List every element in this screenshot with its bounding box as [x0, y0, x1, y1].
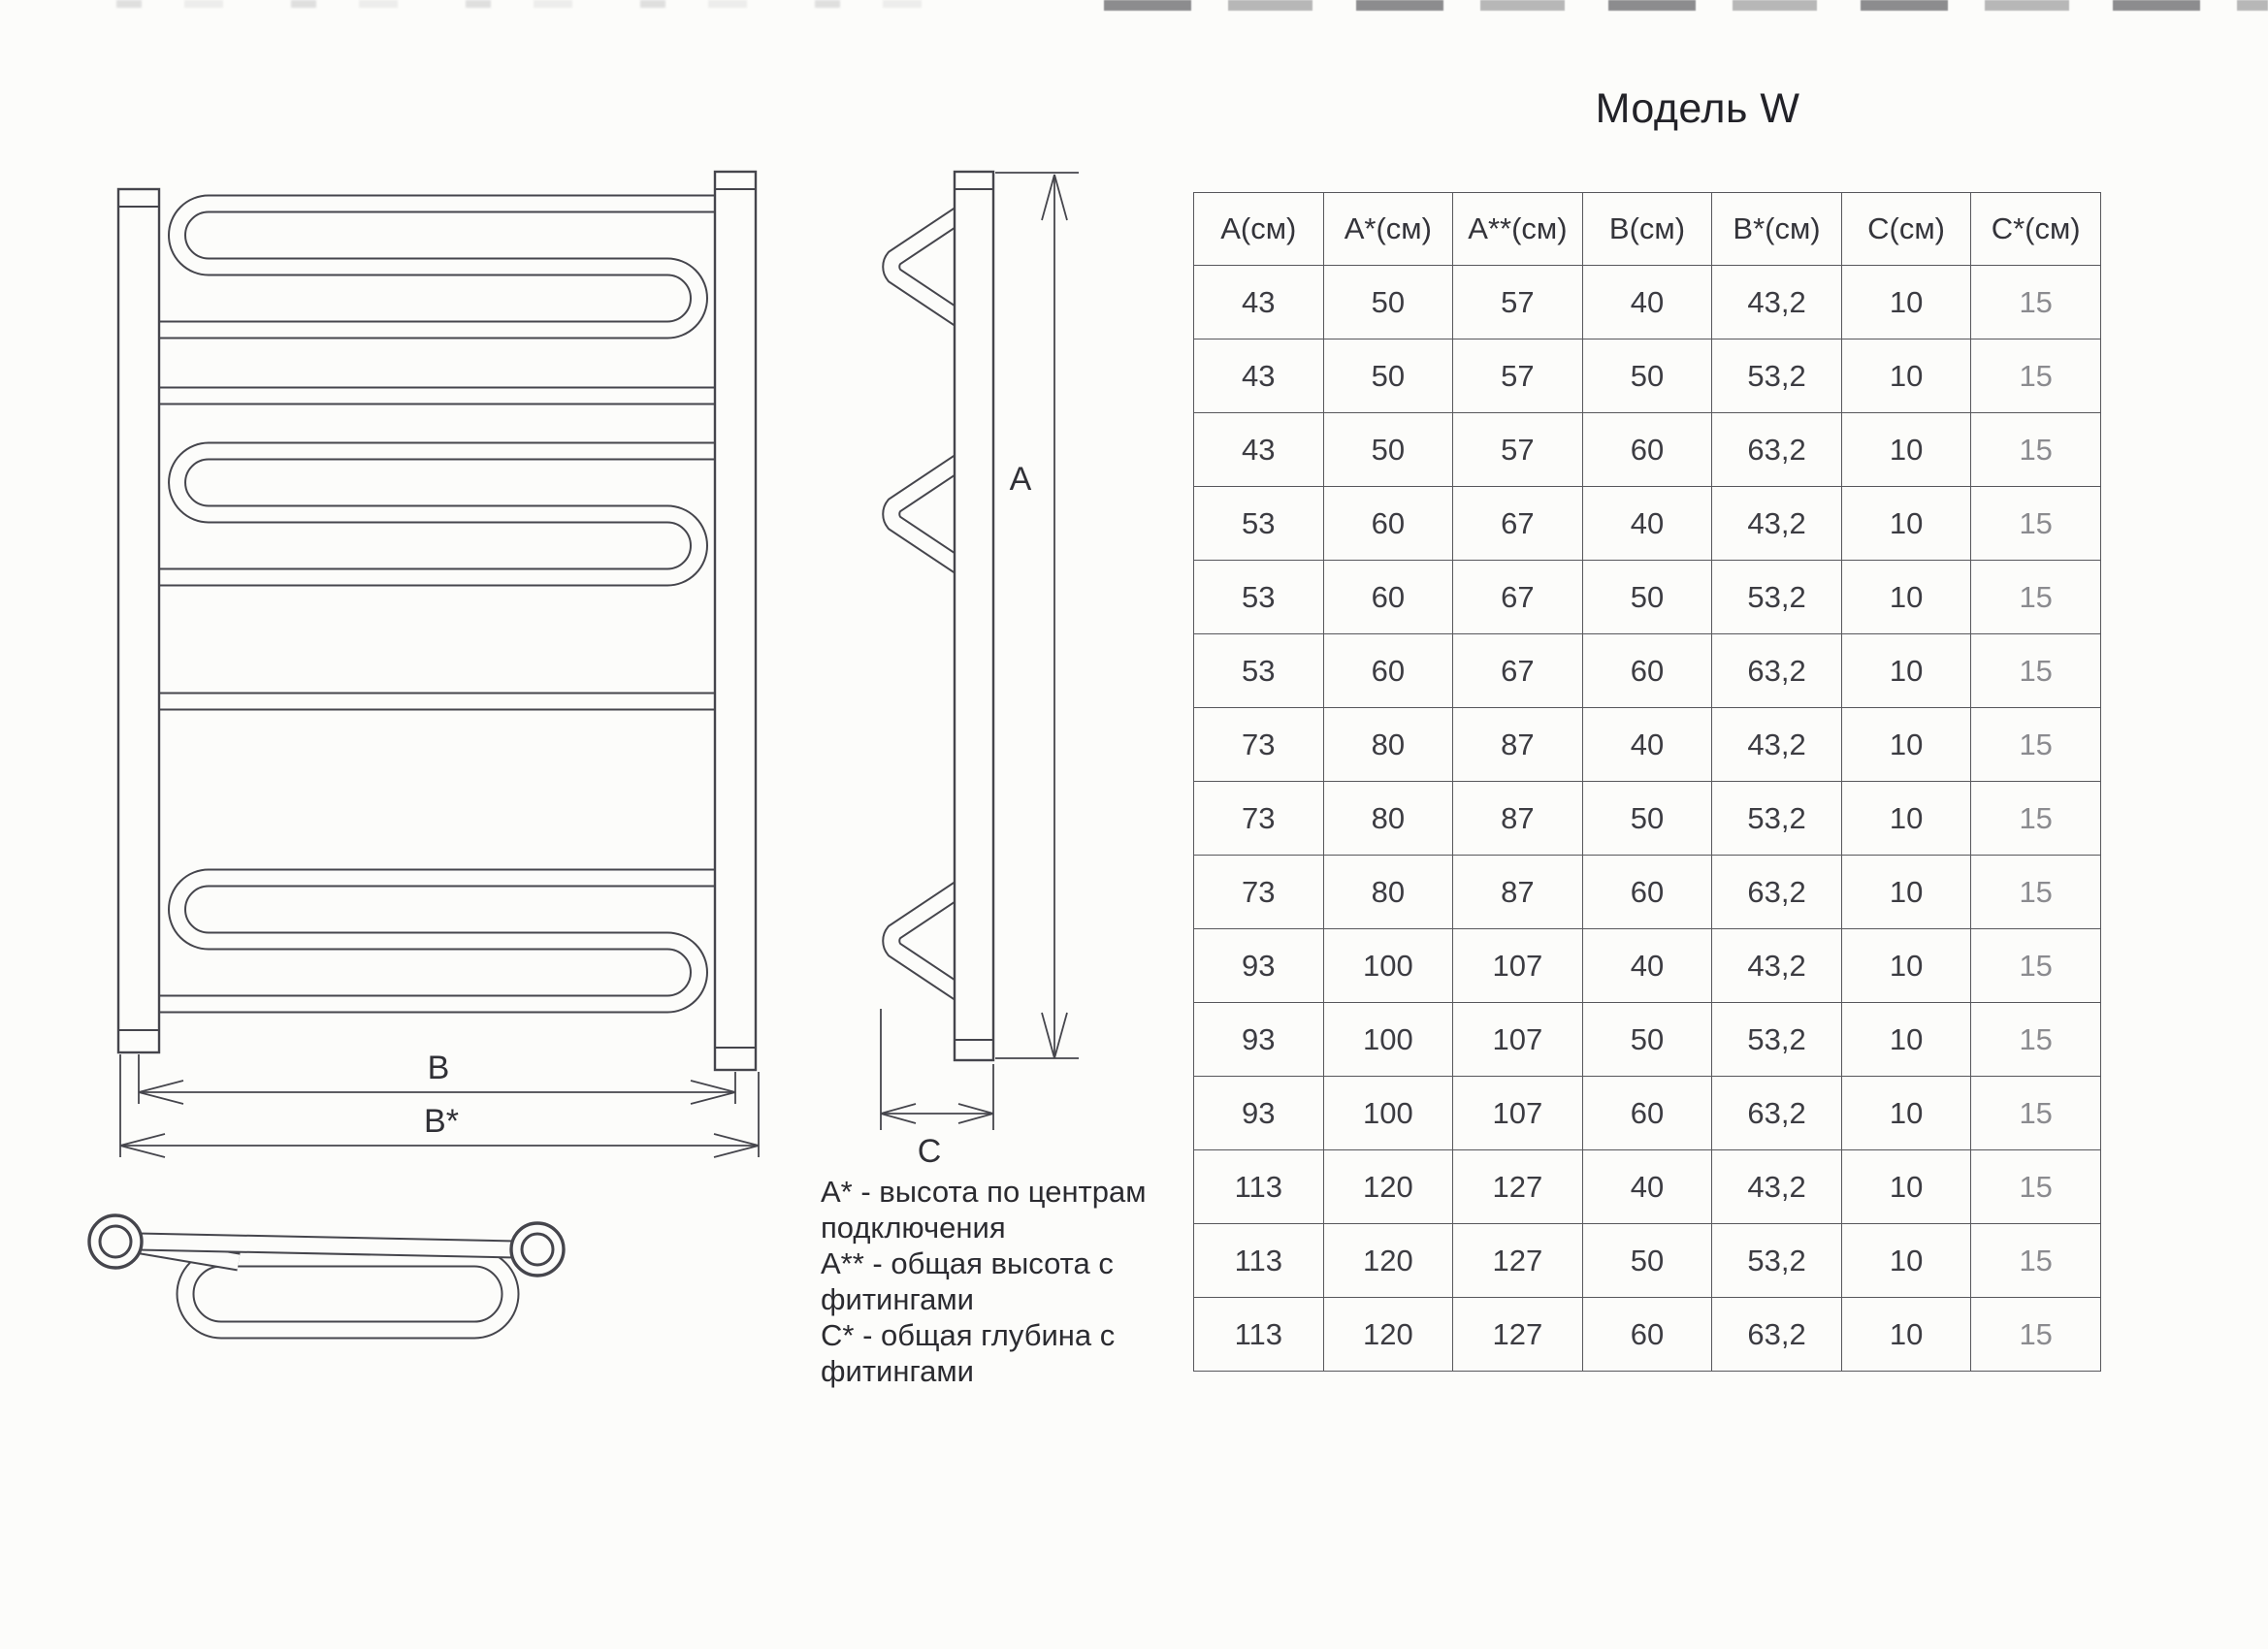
table-cell: 93: [1194, 929, 1324, 1003]
side-view: [891, 172, 993, 1060]
table-cell: 40: [1582, 266, 1712, 340]
table-row: [1194, 1003, 2101, 1077]
legend-line: фитингами: [821, 1282, 974, 1316]
table-cell: 10: [1841, 487, 1971, 561]
table-cell: 15: [1971, 1224, 2101, 1298]
table-cell: 60: [1582, 1298, 1712, 1372]
table-cell: 50: [1323, 266, 1453, 340]
table-cell: 100: [1323, 1003, 1453, 1077]
table-cell: 80: [1323, 856, 1453, 929]
table-cell: 107: [1453, 929, 1583, 1003]
plan-rail-tube-fill: [138, 1242, 515, 1249]
table-cell: 15: [1971, 340, 2101, 413]
table-cell: 10: [1841, 340, 1971, 413]
table-cell: 67: [1453, 561, 1583, 634]
table-cell: 15: [1971, 856, 2101, 929]
table-cell: 120: [1323, 1150, 1453, 1224]
table-cell: 67: [1453, 487, 1583, 561]
table-cell: 15: [1971, 634, 2101, 708]
table-cell: 60: [1582, 413, 1712, 487]
table-cell: 53,2: [1712, 561, 1842, 634]
table-cell: 60: [1323, 561, 1453, 634]
column-header: А**(см): [1453, 193, 1583, 266]
table-cell: 60: [1582, 634, 1712, 708]
table-row: [1194, 266, 2101, 340]
table-cell: 60: [1323, 634, 1453, 708]
table-cell: 15: [1971, 708, 2101, 782]
table-cell: 40: [1582, 929, 1712, 1003]
table-cell: 15: [1971, 1150, 2101, 1224]
table-cell: 127: [1453, 1150, 1583, 1224]
table-row: [1194, 487, 2101, 561]
dimension-table: [1193, 192, 2101, 1372]
table-cell: 113: [1194, 1224, 1324, 1298]
table-cell: 73: [1194, 708, 1324, 782]
table-cell: 10: [1841, 1298, 1971, 1372]
table-cell: 60: [1582, 856, 1712, 929]
table-cell: 100: [1323, 1077, 1453, 1150]
table-cell: 15: [1971, 266, 2101, 340]
table-row: [1194, 708, 2101, 782]
table-cell: 50: [1582, 782, 1712, 856]
table-cell: 53: [1194, 634, 1324, 708]
left-fitting-ring: [89, 1215, 142, 1268]
table-cell: 80: [1323, 782, 1453, 856]
front-view: [118, 172, 756, 1070]
table-cell: 15: [1971, 487, 2101, 561]
table-cell: 43,2: [1712, 487, 1842, 561]
table-body: [1194, 266, 2101, 1372]
table-cell: 57: [1453, 266, 1583, 340]
table-cell: 43: [1194, 340, 1324, 413]
table-cell: 15: [1971, 929, 2101, 1003]
legend: [821, 1174, 1247, 1389]
table-cell: 63,2: [1712, 634, 1842, 708]
table-cell: 15: [1971, 561, 2101, 634]
table-cell: 43,2: [1712, 266, 1842, 340]
dim-label-c: C: [917, 1133, 942, 1170]
table-cell: 10: [1841, 929, 1971, 1003]
table-cell: 73: [1194, 782, 1324, 856]
table-cell: 43: [1194, 413, 1324, 487]
table-row: [1194, 856, 2101, 929]
bottom-view: [89, 1215, 564, 1330]
table-row: [1194, 929, 2101, 1003]
table-cell: 57: [1453, 340, 1583, 413]
table-cell: 67: [1453, 634, 1583, 708]
table-cell: 10: [1841, 1150, 1971, 1224]
table-cell: 113: [1194, 1298, 1324, 1372]
legend-line: С* - общая глубина с: [821, 1318, 1116, 1352]
dim-label-b-star: B*: [424, 1103, 459, 1140]
legend-line: А* - высота по центрам: [821, 1175, 1147, 1209]
table-cell: 107: [1453, 1003, 1583, 1077]
table-cell: 50: [1582, 1003, 1712, 1077]
table-cell: 73: [1194, 856, 1324, 929]
table-row: [1194, 1224, 2101, 1298]
table-cell: 107: [1453, 1077, 1583, 1150]
table-cell: 10: [1841, 561, 1971, 634]
table-cell: 63,2: [1712, 1298, 1842, 1372]
table-cell: 15: [1971, 413, 2101, 487]
dim-label-b: B: [427, 1050, 450, 1086]
table-cell: 15: [1971, 782, 2101, 856]
column-header: А*(см): [1323, 193, 1453, 266]
serpentine-tube-group2-fill: [159, 451, 715, 577]
table-cell: 43,2: [1712, 708, 1842, 782]
table-row: [1194, 561, 2101, 634]
serpentine-tube-group3-fill: [159, 878, 715, 1004]
table-cell: 43,2: [1712, 1150, 1842, 1224]
table-cell: 93: [1194, 1077, 1324, 1150]
table-cell: 127: [1453, 1298, 1583, 1372]
table-cell: 10: [1841, 1224, 1971, 1298]
right-riser-rail: [715, 172, 756, 1070]
column-header: С*(см): [1971, 193, 2101, 266]
table-header: [1194, 193, 2101, 266]
legend-line: фитингами: [821, 1354, 974, 1388]
table-cell: 100: [1323, 929, 1453, 1003]
legend-line: А** - общая высота с: [821, 1246, 1114, 1280]
table-cell: 50: [1323, 413, 1453, 487]
legend-line: подключения: [821, 1211, 1006, 1245]
column-header: А(см): [1194, 193, 1324, 266]
table-row: [1194, 1298, 2101, 1372]
table-cell: 60: [1323, 487, 1453, 561]
table-cell: 113: [1194, 1150, 1324, 1224]
table-cell: 10: [1841, 782, 1971, 856]
table-cell: 87: [1453, 782, 1583, 856]
column-header: В*(см): [1712, 193, 1842, 266]
table-cell: 15: [1971, 1077, 2101, 1150]
table-row: [1194, 782, 2101, 856]
table-cell: 120: [1323, 1224, 1453, 1298]
table-cell: 10: [1841, 856, 1971, 929]
table-cell: 10: [1841, 708, 1971, 782]
table-cell: 127: [1453, 1224, 1583, 1298]
table-cell: 53: [1194, 561, 1324, 634]
column-header: С(см): [1841, 193, 1971, 266]
table-cell: 15: [1971, 1298, 2101, 1372]
table-cell: 120: [1323, 1298, 1453, 1372]
table-cell: 43,2: [1712, 929, 1842, 1003]
table-cell: 15: [1971, 1003, 2101, 1077]
side-rail: [955, 172, 993, 1060]
table-cell: 53,2: [1712, 1003, 1842, 1077]
table-cell: 93: [1194, 1003, 1324, 1077]
table-cell: 10: [1841, 1003, 1971, 1077]
column-header: В(см): [1582, 193, 1712, 266]
table-row: [1194, 1077, 2101, 1150]
table-cell: 10: [1841, 634, 1971, 708]
table-cell: 57: [1453, 413, 1583, 487]
dim-label-a: A: [1009, 461, 1032, 498]
table-cell: 43: [1194, 266, 1324, 340]
table-cell: 53,2: [1712, 340, 1842, 413]
table-cell: 50: [1323, 340, 1453, 413]
table-header-row: [1194, 193, 2101, 266]
dimension-b: [139, 1050, 735, 1104]
table-cell: 63,2: [1712, 413, 1842, 487]
right-fitting-ring: [511, 1223, 564, 1276]
table-cell: 40: [1582, 708, 1712, 782]
left-riser-rail: [118, 189, 159, 1052]
table-cell: 10: [1841, 413, 1971, 487]
page-title: Модель W: [1595, 85, 1800, 132]
table-cell: 10: [1841, 266, 1971, 340]
table-cell: 87: [1453, 856, 1583, 929]
table-cell: 40: [1582, 487, 1712, 561]
table-row: [1194, 634, 2101, 708]
table-cell: 53: [1194, 487, 1324, 561]
table-row: [1194, 1150, 2101, 1224]
table-cell: 50: [1582, 561, 1712, 634]
table-cell: 50: [1582, 340, 1712, 413]
table-row: [1194, 340, 2101, 413]
table-cell: 63,2: [1712, 856, 1842, 929]
table-cell: 10: [1841, 1077, 1971, 1150]
table-cell: 80: [1323, 708, 1453, 782]
serpentine-tube-group1-fill: [159, 204, 715, 330]
table-cell: 87: [1453, 708, 1583, 782]
table-cell: 60: [1582, 1077, 1712, 1150]
table-cell: 40: [1582, 1150, 1712, 1224]
table-cell: 63,2: [1712, 1077, 1842, 1150]
table-cell: 53,2: [1712, 782, 1842, 856]
dimension-a: [995, 173, 1079, 1058]
table-row: [1194, 413, 2101, 487]
table-cell: 50: [1582, 1224, 1712, 1298]
table-cell: 53,2: [1712, 1224, 1842, 1298]
